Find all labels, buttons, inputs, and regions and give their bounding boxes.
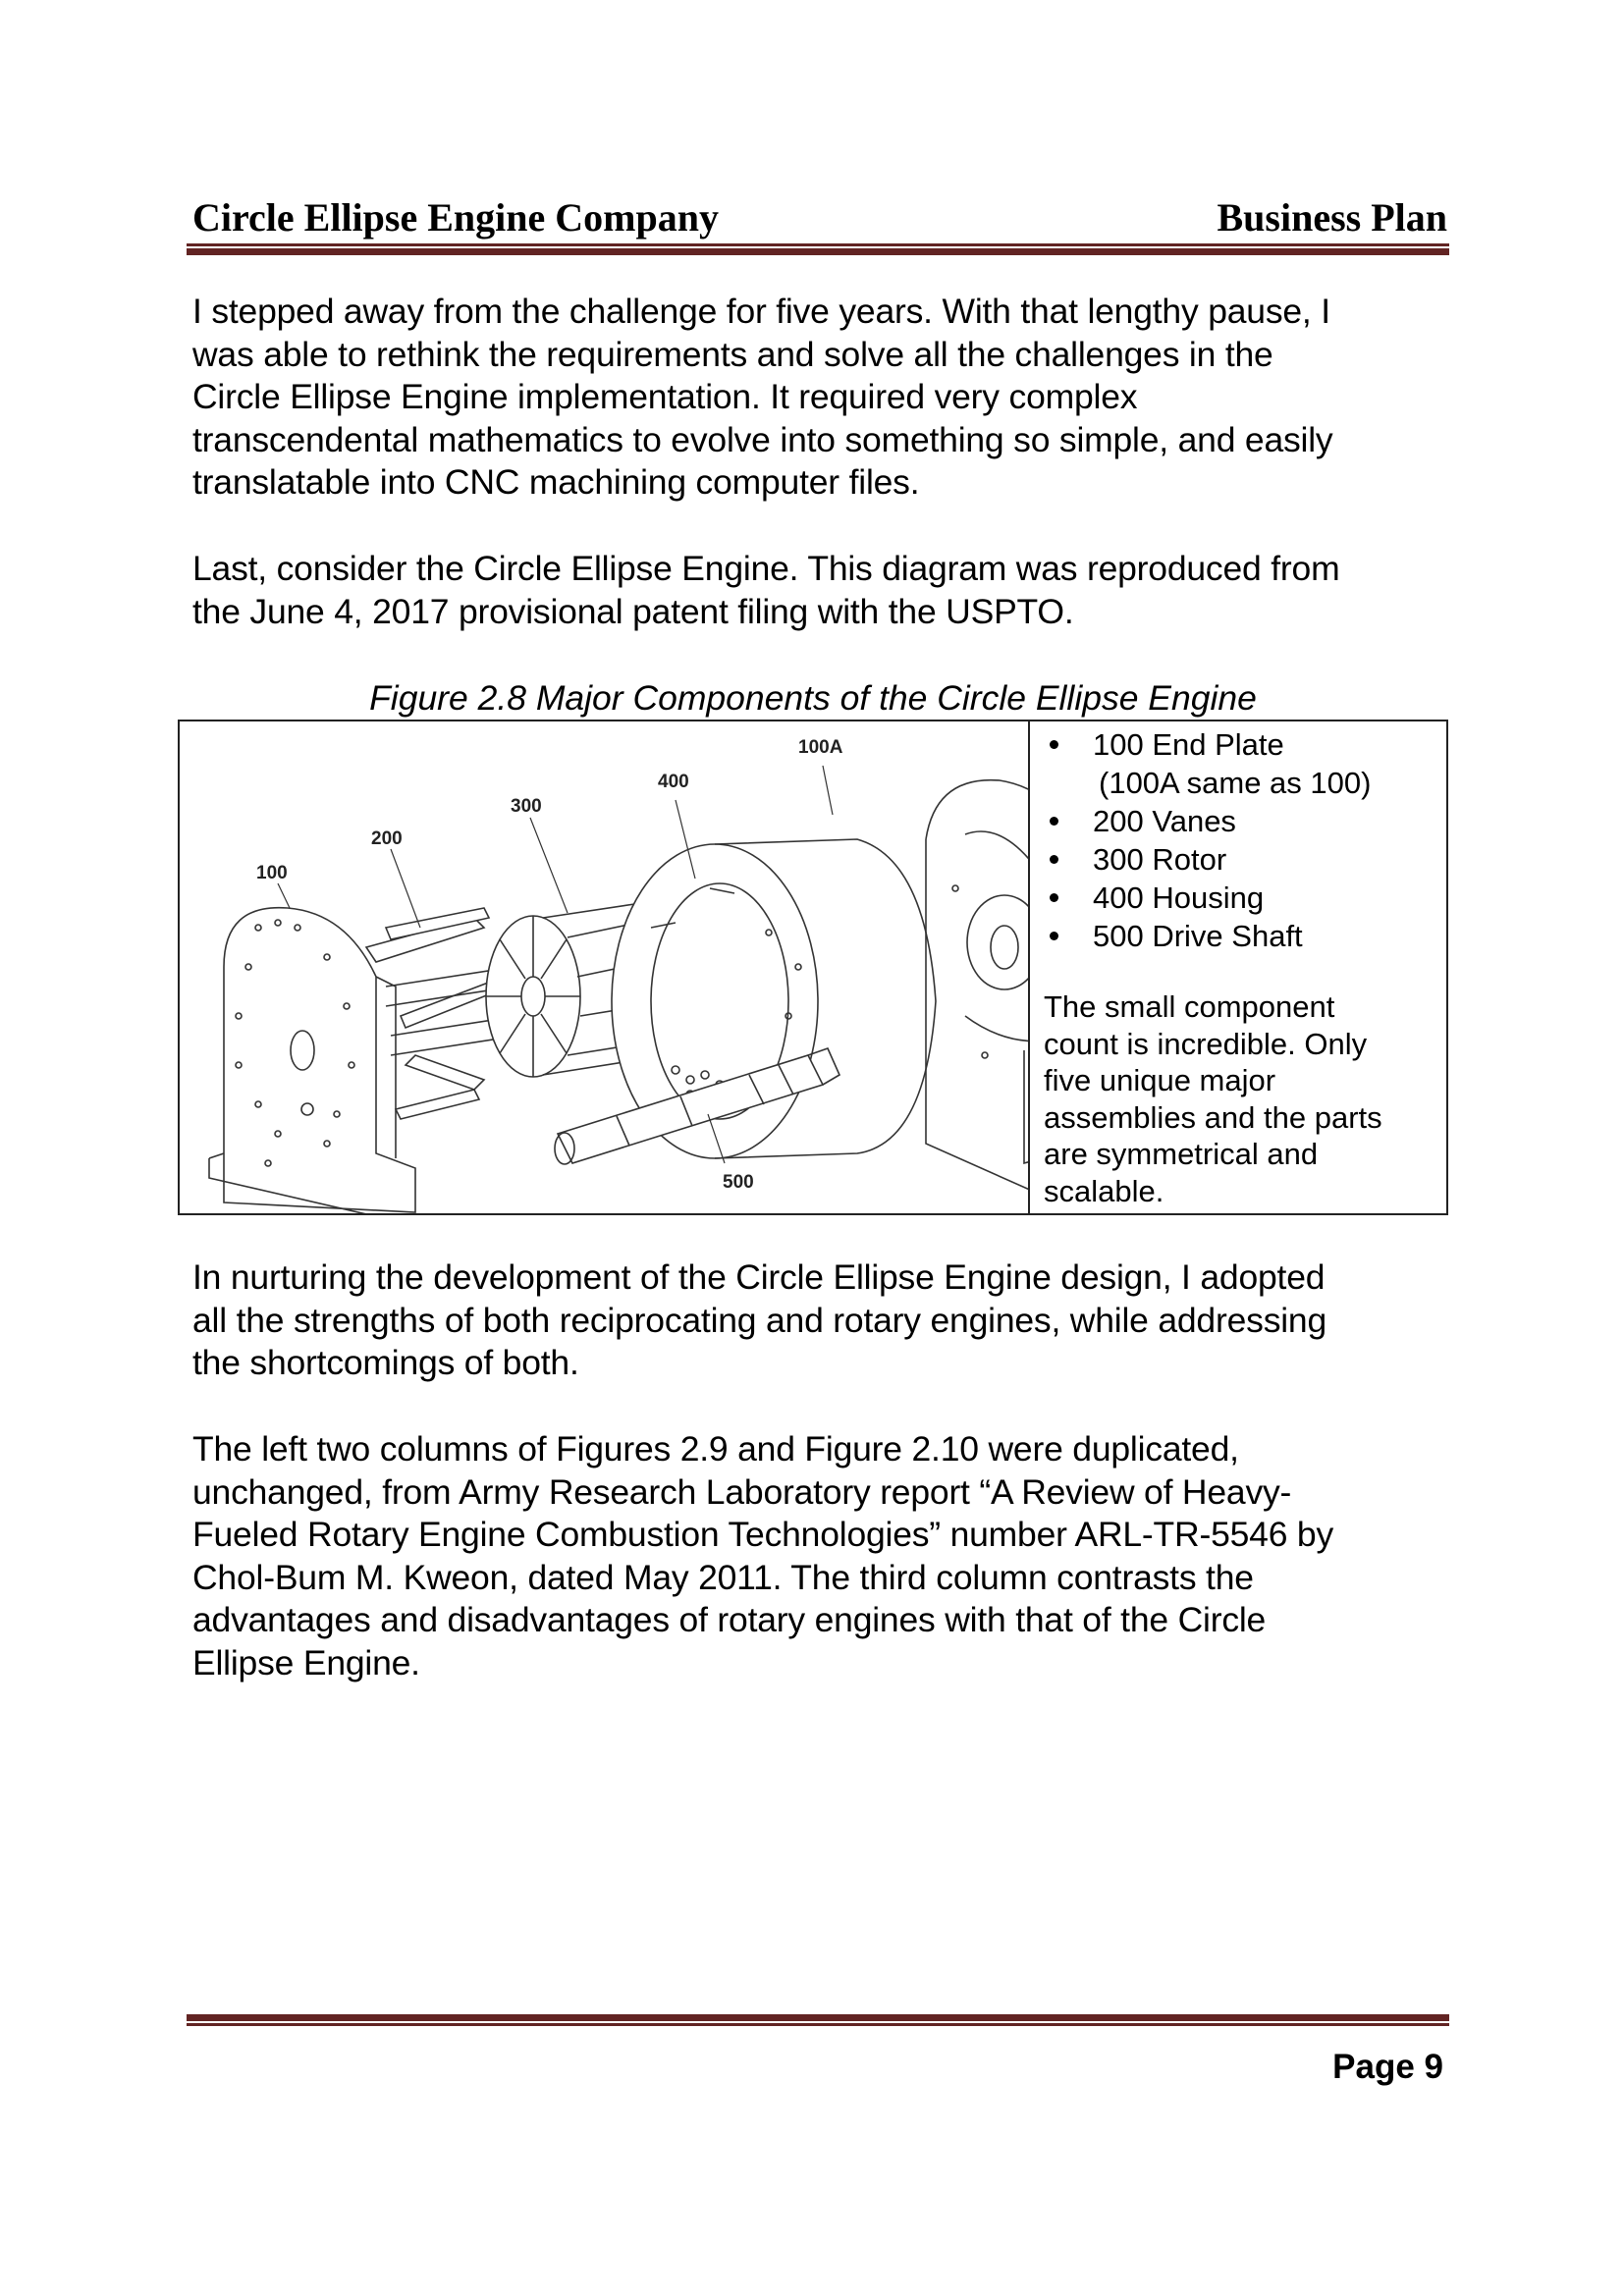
text-line: the June 4, 2017 provisional patent filing with the USPTO.: [192, 591, 1074, 631]
engine-diagram-icon: [180, 721, 1028, 1213]
text-line: Ellipse Engine.: [192, 1642, 420, 1682]
paragraph-2: [192, 548, 1459, 633]
text-line: advantages and disadvantages of rotary engines with that of the Circle: [192, 1600, 1267, 1639]
label-500: 500: [723, 1172, 754, 1193]
text-line: Fueled Rotary Engine Combustion Technologies” number ARL-TR-5546 by: [192, 1515, 1334, 1554]
label-300: 300: [511, 796, 542, 817]
bullet-icon: [1050, 932, 1058, 940]
legend-item: 100 End Plate (100A same as 100): [1046, 725, 1371, 802]
legend-item: 500 Drive Shaft: [1046, 917, 1371, 955]
bullet-icon: [1050, 817, 1058, 826]
legend-item: 200 Vanes: [1046, 802, 1371, 840]
legend-subnote: (100A same as 100): [1099, 766, 1372, 800]
figure-table: [178, 720, 1448, 1215]
page-number: Page 9: [1332, 2048, 1443, 2086]
text-line: I stepped away from the challenge for five years. With that lengthy pause, I: [192, 292, 1330, 331]
document-type: Business Plan: [1217, 195, 1447, 240]
label-100a: 100A: [798, 737, 843, 758]
text-line: Circle Ellipse Engine implementation. It required very complex: [192, 377, 1138, 416]
company-name: Circle Ellipse Engine Company: [192, 195, 719, 240]
text-line: In nurturing the development of the Circle Ellipse Engine design, I adopted: [192, 1257, 1326, 1297]
text-line: transcendental mathematics to evolve into something so simple, and easily: [192, 419, 1333, 459]
label-200: 200: [371, 828, 403, 849]
text-line: The left two columns of Figures 2.9 and Figure 2.10 were duplicated,: [192, 1429, 1239, 1468]
footer-rule-thin: [187, 2023, 1449, 2026]
legend-item: 300 Rotor: [1046, 840, 1371, 879]
label-400: 400: [658, 772, 689, 792]
component-legend: [1046, 725, 1371, 955]
text-line: unchanged, from Army Research Laboratory report “A Review of Heavy-: [192, 1471, 1292, 1512]
bullet-icon: [1050, 893, 1058, 902]
text-line: Last, consider the Circle Ellipse Engine. This diagram was reproduced from: [192, 549, 1340, 588]
header-rule-thin: [187, 243, 1449, 246]
text-line: translatable into CNC machining computer files.: [192, 462, 920, 502]
figure-caption: Figure 2.8 Major Components of the Circle Ellipse Engine: [369, 678, 1257, 718]
engine-exploded-diagram: [180, 721, 1030, 1213]
paragraph-4: [192, 1428, 1459, 1684]
paragraph-3: [192, 1256, 1459, 1385]
label-100: 100: [256, 863, 288, 883]
text-line: was able to rethink the requirements and solve all the challenges in the: [192, 334, 1273, 374]
legend-item: 400 Housing: [1046, 879, 1371, 917]
bullet-icon: [1050, 855, 1058, 864]
figure-legend-cell: [1032, 721, 1446, 1213]
text-line: the shortcomings of both.: [192, 1343, 579, 1382]
figure-note: The small component count is incredible. Only five unique major assemblies and the parts are symmetrical and scalable.: [1044, 989, 1382, 1208]
footer-rule-thick: [187, 2014, 1449, 2021]
paragraph-1: [192, 291, 1459, 505]
bullet-icon: [1050, 740, 1058, 749]
text-line: Chol-Bum M. Kweon, dated May 2011. The third column contrasts the: [192, 1557, 1254, 1597]
page-header: [192, 192, 1447, 241]
text-line: all the strengths of both reciprocating and rotary engines, while addressing: [192, 1300, 1327, 1340]
header-rule-thick: [187, 248, 1449, 255]
